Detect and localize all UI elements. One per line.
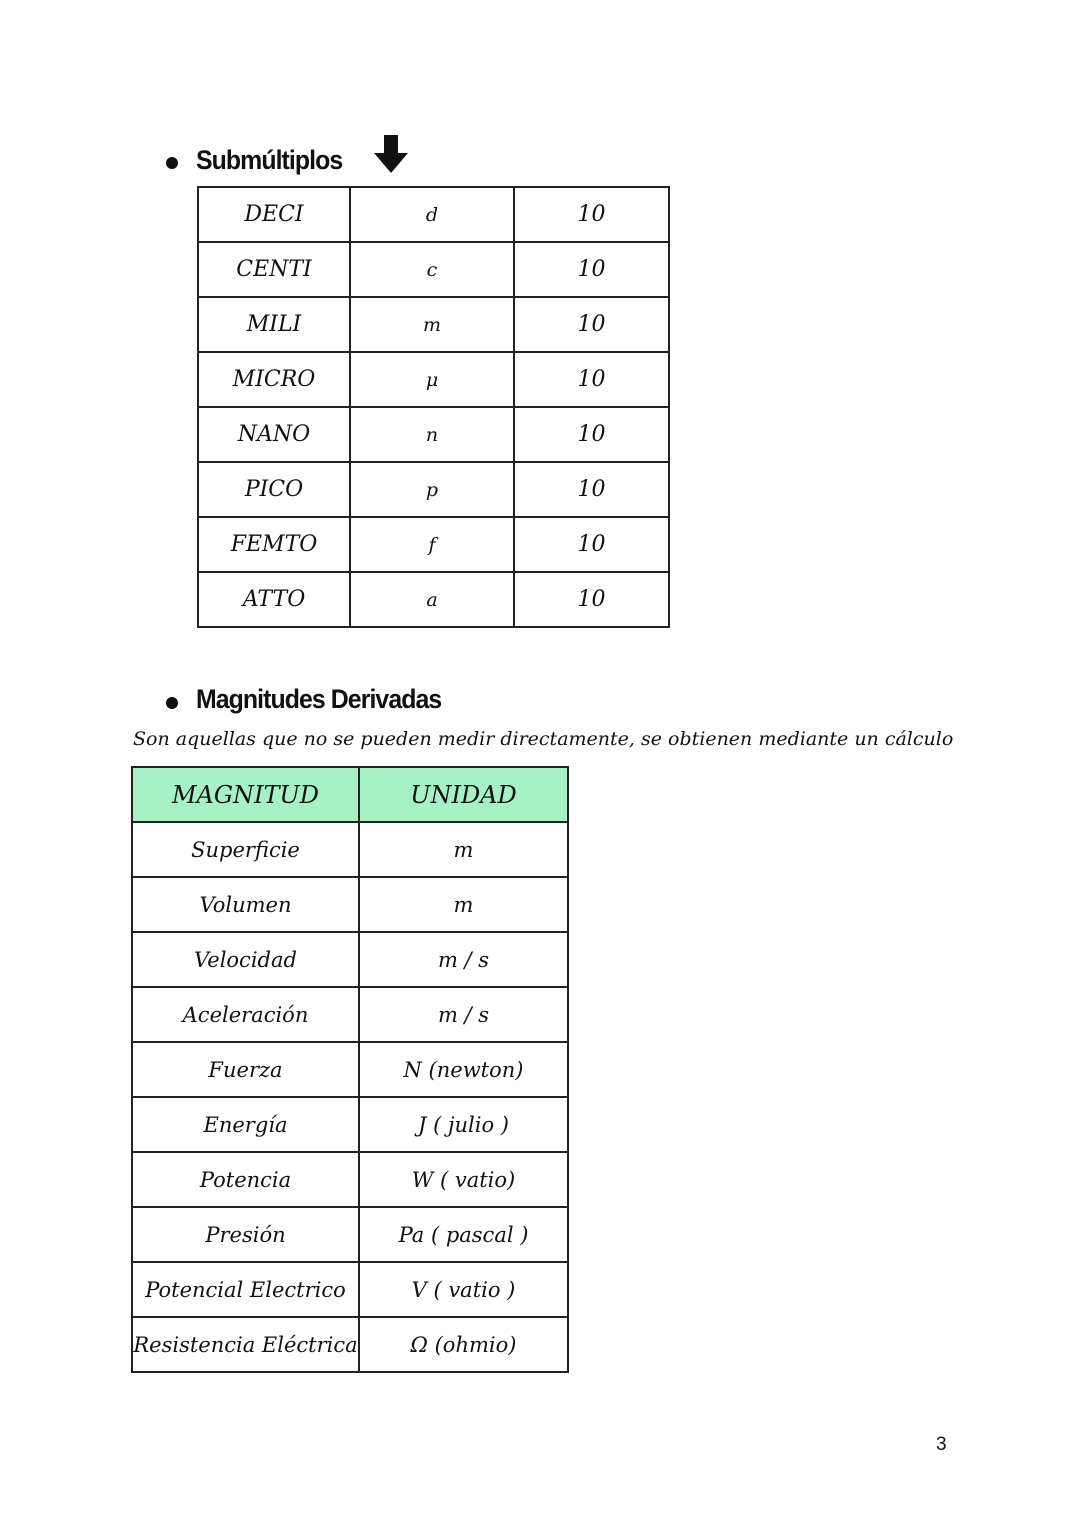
unidad-cell: m / s (359, 932, 568, 987)
symbol-cell: f (350, 517, 514, 572)
table-row (198, 517, 669, 572)
table-row (132, 987, 568, 1042)
unidad-cell: W ( vatio) (359, 1152, 568, 1207)
factor-cell: 10 (514, 462, 669, 517)
prefix-cell: MICRO (198, 352, 350, 407)
magnitud-cell: Aceleración (132, 987, 359, 1042)
table-row (198, 462, 669, 517)
symbol-cell: d (350, 187, 514, 242)
unidad-cell: Ω (ohmio) (359, 1317, 568, 1372)
factor-cell: 10 (514, 242, 669, 297)
unidad-cell: V ( vatio ) (359, 1262, 568, 1317)
magnitud-cell: Superficie (132, 822, 359, 877)
bullet (166, 697, 178, 709)
symbol-cell: m (350, 297, 514, 352)
table-row (132, 1097, 568, 1152)
table-row (198, 297, 669, 352)
unidad-cell: Pa ( pascal ) (359, 1207, 568, 1262)
magnitud-cell: Potencia (132, 1152, 359, 1207)
page-number: 3 (936, 1434, 947, 1455)
symbol-cell: p (350, 462, 514, 517)
magnitud-cell: Energía (132, 1097, 359, 1152)
factor-cell: 10 (514, 187, 669, 242)
symbol-cell: c (350, 242, 514, 297)
magnitud-cell: Resistencia Eléctrica (132, 1317, 359, 1372)
table-row (198, 572, 669, 627)
header-unidad: UNIDAD (359, 767, 568, 822)
factor-cell: 10 (514, 572, 669, 627)
table-row (132, 822, 568, 877)
factor-cell: 10 (514, 352, 669, 407)
unidad-cell: m / s (359, 987, 568, 1042)
table-row (198, 187, 669, 242)
prefix-cell: FEMTO (198, 517, 350, 572)
magnitud-cell: Potencial Electrico (132, 1262, 359, 1317)
table-row (198, 407, 669, 462)
prefix-cell: CENTI (198, 242, 350, 297)
table-row (132, 1317, 568, 1372)
magnitud-cell: Fuerza (132, 1042, 359, 1097)
factor-cell: 10 (514, 297, 669, 352)
table-row (132, 932, 568, 987)
symbol-cell: n (350, 407, 514, 462)
submultiplos-table (197, 186, 670, 628)
prefix-cell: NANO (198, 407, 350, 462)
derivadas-table (131, 766, 569, 1373)
factor-cell: 10 (514, 517, 669, 572)
table-row (132, 1207, 568, 1262)
table-row (132, 1042, 568, 1097)
table-header-row (132, 767, 568, 822)
magnitud-cell: Velocidad (132, 932, 359, 987)
magnitud-cell: Presión (132, 1207, 359, 1262)
unidad-cell: m (359, 877, 568, 932)
prefix-cell: PICO (198, 462, 350, 517)
section-title-derivadas: Magnitudes Derivadas (196, 684, 442, 714)
unidad-cell: N (newton) (359, 1042, 568, 1097)
table-row (198, 352, 669, 407)
section-title-submultiplos: Submúltiplos (196, 145, 343, 175)
symbol-cell: μ (350, 352, 514, 407)
unidad-cell: J ( julio ) (359, 1097, 568, 1152)
table-row (132, 1152, 568, 1207)
bullet (166, 157, 178, 169)
table-row (132, 1262, 568, 1317)
unidad-cell: m (359, 822, 568, 877)
symbol-cell: a (350, 572, 514, 627)
down-arrow-icon (372, 133, 410, 175)
header-magnitud: MAGNITUD (132, 767, 359, 822)
prefix-cell: DECI (198, 187, 350, 242)
prefix-cell: MILI (198, 297, 350, 352)
table-row (132, 877, 568, 932)
magnitud-cell: Volumen (132, 877, 359, 932)
prefix-cell: ATTO (198, 572, 350, 627)
section-description: Son aquellas que no se pueden medir directamente, se obtienen mediante un cálculo (133, 728, 954, 750)
table-row (198, 242, 669, 297)
factor-cell: 10 (514, 407, 669, 462)
